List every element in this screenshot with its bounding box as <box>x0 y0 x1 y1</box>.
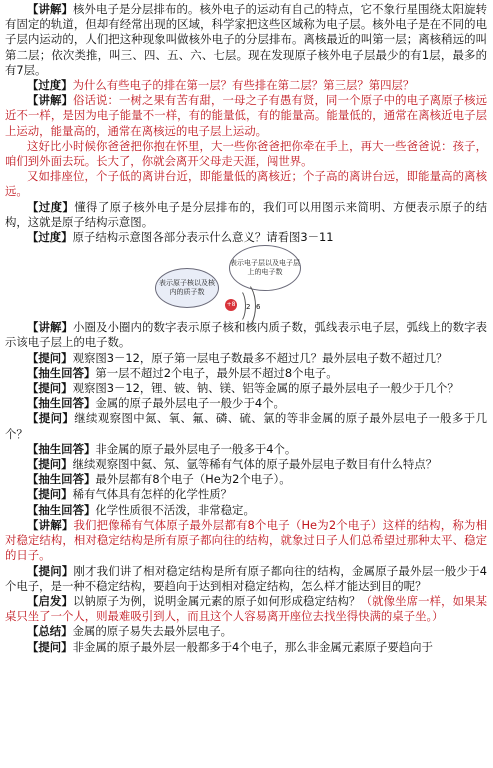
paragraph-text: 金属的原子易失去最外层电子。 <box>72 624 233 639</box>
paragraph-tag: 【启发】 <box>27 593 74 608</box>
paragraph-tag: 【提问】 <box>27 563 74 578</box>
shell-2-count: 6 <box>256 303 261 312</box>
paragraph-text: 观察图3－12，原子第一层电子数最多不超过几？最外层电子数不超过几？ <box>72 350 448 365</box>
paragraph-21 <box>5 594 487 624</box>
paragraph-tag: 【总结】 <box>27 624 73 639</box>
document-page <box>5 2 487 655</box>
paragraph-tag: 【提问】 <box>27 457 73 472</box>
paragraph-text: 最外层都有8个电子（He为2个电子）。 <box>95 472 291 487</box>
paragraph-text: 第一层不超过2个电子，最外层不超过8个电子。 <box>95 365 338 380</box>
paragraph-text: 以钠原子为例，说明金属元素的原子如何形成稳定结构？ <box>73 593 361 608</box>
paragraph-text: 金属的原子最外层电子一般少于4个。 <box>95 396 285 411</box>
paragraph-7 <box>5 230 487 245</box>
paragraph-5 <box>5 169 487 199</box>
paragraph-tag: 【提问】 <box>27 639 73 654</box>
paragraph-18 <box>5 503 487 518</box>
paragraph-text: 这好比小时候你爸爸把你抱在怀里，大一些你爸爸把你牵在手上，再大一些爸爸说：孩子，咱们到外面去玩。长大了，你就会离开父母走天涯，闯世界。 <box>5 138 487 169</box>
paragraph-tag: 【抽生回答】 <box>27 472 96 487</box>
atom-structure-figure <box>5 245 487 320</box>
paragraph-10 <box>5 366 487 381</box>
electron-shell-2 <box>229 281 256 331</box>
paragraph-text: 非金属的原子最外层一般都多于4个电子，那么非金属元素原子要趋向于 <box>72 639 433 654</box>
paragraph-17 <box>5 487 487 502</box>
nucleus-circle: +8 <box>225 299 237 311</box>
paragraph-text: 核外电子是分层排布的。核外电子的运动有自己的特点，它不象行星围绕太阳旋转有固定的轨道，但却有经常出现的区域，科学家把这些区域称为电子层。核外电子是在不同的电子层内运动的，人们把这种现象叫做核外电子的分层排布。离核最近的叫第一层；离核稍远的叫第二层；依次类推，叫三、四、五、六、七层。现在发现原子核外电子层最少的有1层，最多的有7层。 <box>5 2 487 77</box>
paragraph-22 <box>5 624 487 639</box>
paragraph-13 <box>5 411 487 441</box>
paragraph-text: 稀有气体具有怎样的化学性质？ <box>72 487 233 502</box>
paragraph-text: 又如排座位，个子低的离讲台近，即能量低的离核近；个子高的离讲台远，即能量高的离核远。 <box>5 169 487 199</box>
paragraph-16 <box>5 472 487 487</box>
paragraph-3 <box>5 93 487 139</box>
paragraph-text: 刚才我们讲了相对稳定结构是所有原子都向往的结构，金属原子最外层一般少于4个电子，是一种不稳定结构，要趋向于达到相对稳定结构，怎么样才能达到目的呢？ <box>5 563 487 593</box>
paragraph-tag: 【抽生回答】 <box>27 441 96 456</box>
paragraph-text: 小圈及小圈内的数字表示原子核和核内质子数，弧线表示电子层，弧线上的数字表示该电子层上的电子数。 <box>5 320 487 350</box>
paragraph-20 <box>5 564 487 594</box>
paragraph-tag: 【过度】 <box>27 199 75 214</box>
paragraph-text: 原子结构示意图各部分表示什么意义？请看图3－11 <box>72 230 334 245</box>
paragraph-9 <box>5 351 487 366</box>
paragraph-tag: 【讲解】 <box>27 2 74 16</box>
paragraph-tag: 【过度】 <box>27 78 73 93</box>
paragraph-tag: 【讲解】 <box>27 93 74 108</box>
paragraph-tag: 【提问】 <box>27 487 73 502</box>
paragraph-tag: 【提问】 <box>27 411 75 426</box>
paragraph-text: 懂得了原子核外电子是分层排布的，我们可以用图示来简明、方便表示原子的结构，这就是原子结构示意图。 <box>5 199 487 229</box>
paragraph-tag: 【提问】 <box>27 381 73 396</box>
paragraph-19 <box>5 518 487 564</box>
paragraph-11 <box>5 381 487 396</box>
paragraph-tag: 【提问】 <box>27 350 73 365</box>
paragraph-text: 我们把像稀有气体原子最外层都有8个电子（He为2个电子）这样的结构，称为相对稳定结构，相对稳定结构是所有原子都向往的结构，就象过日子人们总希望过那种太平、稳定的日子。 <box>5 517 487 563</box>
paragraph-text: 非金属的原子最外层电子一般多于4个。 <box>95 441 297 456</box>
paragraph-12 <box>5 396 487 411</box>
paragraph-text: 观察图3－12，锂、铍、钠、镁、铝等金属的原子最外层电子一般少于几个？ <box>72 381 459 396</box>
paragraph-tag: 【抽生回答】 <box>27 502 96 517</box>
paragraph-15 <box>5 457 487 472</box>
paragraph-text: 继续观察图中氮、氧、氟、磷、硫、氯的等非金属的原子最外层电子一般多于几个？ <box>5 411 487 441</box>
paragraph-tag: 【过度】 <box>27 230 73 245</box>
paragraph-red-tail: （就像坐席一样，如果某桌只坐了一个人，则最难吸引到人，而且这个人容易离开座位去找坐得快满的桌子坐。） <box>5 593 487 624</box>
paragraph-text: 为什么有些电子的排在第一层？有些排在第二层？第三层？第四层？ <box>72 78 415 93</box>
paragraph-text: 俗话说：一树之果有苦有甜，一母之子有愚有贤，同一个原子中的电子离原子核远近不一样，是因为电子能量不一样，有的能量低，有的能量高。能量低的，通常在离核近电子层上运动，能量高的，通常在离核远的电子层上运动。 <box>5 93 487 138</box>
paragraph-1 <box>5 2 487 78</box>
paragraph-2 <box>5 78 487 93</box>
paragraph-14 <box>5 442 487 457</box>
paragraph-4 <box>5 139 487 169</box>
nucleus-callout: 表示原子核以及核内的质子数 <box>155 268 219 308</box>
paragraph-tag: 【讲解】 <box>27 517 74 532</box>
shell-1-count: 2 <box>246 303 251 312</box>
paragraph-6 <box>5 200 487 230</box>
paragraph-tag: 【抽生回答】 <box>27 365 96 380</box>
electron-layer-callout: 表示电子层以及电子层上的电子数 <box>229 245 301 291</box>
paragraph-text: 继续观察图中氦、氖、氩等稀有气体的原子最外层电子数目有什么特点？ <box>72 457 438 472</box>
paragraph-23 <box>5 640 487 655</box>
paragraph-tag: 【抽生回答】 <box>27 396 96 411</box>
paragraph-tag: 【讲解】 <box>27 320 74 335</box>
paragraph-text: 化学性质很不活泼，非常稳定。 <box>95 502 255 517</box>
